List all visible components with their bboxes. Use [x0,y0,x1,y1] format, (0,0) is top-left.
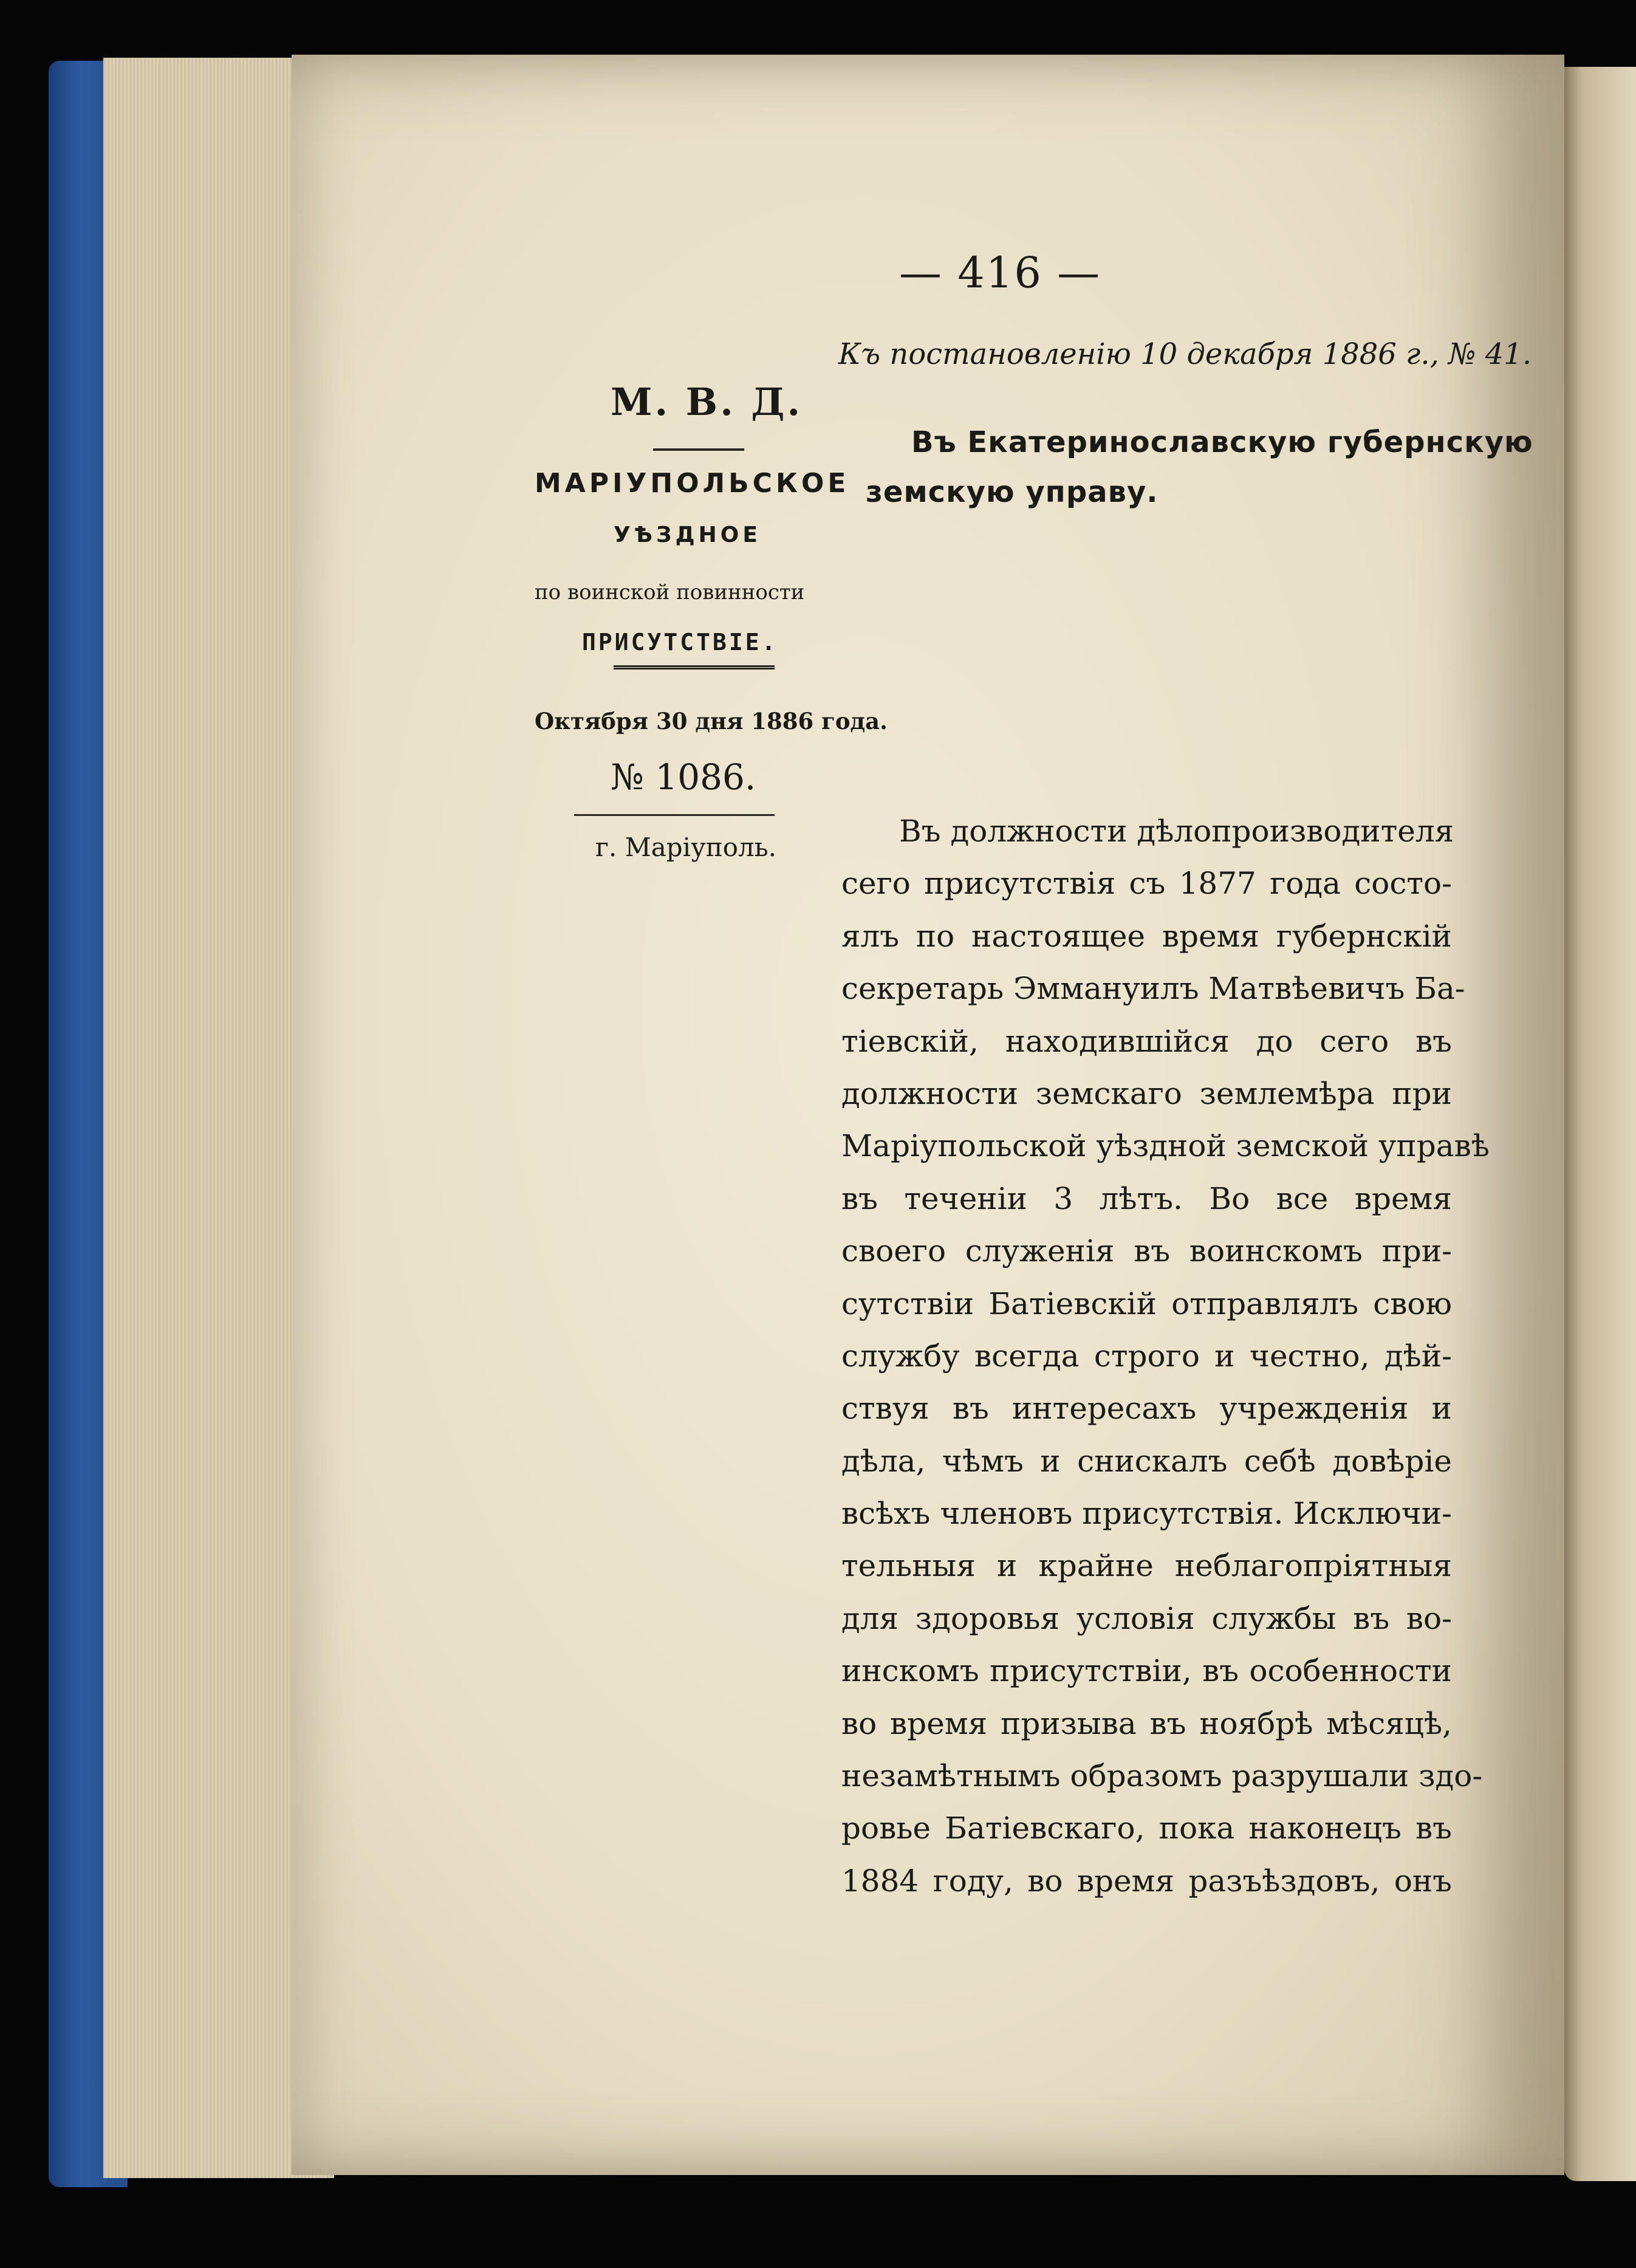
body-line: ялъ по настоящее время губернскій [841,918,1452,954]
letterhead-double-rule [614,665,775,670]
letterhead-number: № 1086. [611,756,756,798]
address-line-2: земскую управу. [866,475,1159,509]
body-line: дѣла, чѣмъ и снискалъ себѣ довѣріе [841,1443,1452,1479]
letterhead-line-3: по воинской повинности [535,580,805,605]
letterhead-date: Октября 30 дня 1886 года. [535,708,888,735]
letterhead-divider [653,448,744,451]
body-line: сутствіи Батіевскій отправлялъ свою [841,1286,1452,1321]
body-line: всѣхъ членовъ присутствія. Исключи- [841,1496,1452,1532]
letterhead-rule [574,814,775,816]
letter-body [841,805,1490,1907]
body-line: Въ должности дѣлопроизводителя [899,814,1454,849]
body-line: своего служенія въ воинскомъ при- [841,1233,1452,1269]
body-line: секретарь Эммануилъ Матвѣевичъ Ба- [841,971,1465,1007]
body-line: должности земскаго землемѣра при [841,1075,1452,1111]
facing-page-edge [1564,67,1636,2181]
body-line: Маріупольской уѣздной земской управѣ [841,1128,1490,1164]
body-line: во время призыва въ ноябрѣ мѣсяцѣ, [841,1705,1452,1741]
letterhead-line-4: ПРИСУТСТВІЕ. [582,629,778,656]
resolution-reference: Къ постановленію 10 декабря 1886 г., № 41. [838,337,1532,371]
body-line: сего присутствія съ 1877 года состо- [841,866,1452,902]
body-line: въ теченіи 3 лѣтъ. Во все время [841,1180,1452,1216]
body-line: ровье Батіевскаго, пока наконецъ въ [841,1811,1452,1846]
body-line: тельныя и крайне неблагопріятныя [841,1548,1452,1584]
letterhead-line-2: УѢЗДНОЕ [614,522,761,547]
body-line: службу всегда строго и честно, дѣй- [841,1338,1452,1374]
letterhead-city: г. Маріуполь. [595,832,776,862]
body-line: для здоровья условія службы въ во- [841,1600,1452,1636]
address-line-1: Въ Екатеринославскую губернскую [911,425,1533,459]
page-number: — 416 — [899,248,1101,298]
letterhead-ministry: М. В. Д. [611,380,803,424]
body-line: инскомъ присутствіи, въ особенности [841,1653,1452,1689]
body-line: ствуя въ интересахъ учрежденія и [841,1391,1452,1427]
body-line: 1884 году, во время разъѣздовъ, онъ [841,1863,1452,1899]
body-line: тіевскій, находившійся до сего въ [841,1023,1452,1059]
letterhead-line-1: МАРІУПОЛЬСКОЕ [535,468,850,499]
body-line: незамѣтнымъ образомъ разрушали здо- [841,1758,1483,1794]
